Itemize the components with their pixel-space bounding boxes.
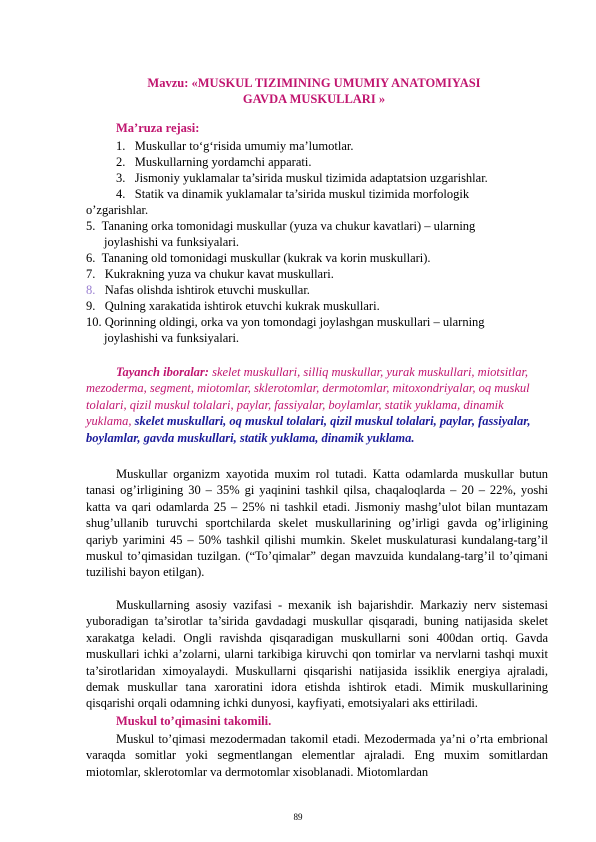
plan-item-text: Nafas olishda ishtirok etuvchi muskullar. <box>104 283 310 297</box>
plan-item-6 <box>86 250 431 266</box>
plan-item-4 <box>116 186 469 202</box>
page-number: 89 <box>293 812 303 822</box>
plan-item-text: o’zgarishlar. <box>86 203 149 217</box>
lecture-title-line-1: Mavzu: «MUSKUL TIZIMINING UMUMIY ANATOMIYASI <box>147 76 481 90</box>
plan-item-text: Jismoniy yuklamalar ta’sirida muskul tizimida adaptatsion uzgarishlar. <box>134 171 488 185</box>
section-subheading: Muskul to’qimasini takomili. <box>116 714 272 728</box>
plan-item-10 <box>86 314 485 330</box>
paragraph-2: Muskullarning asosiy vazifasi - mexanik ish bajarishdir. Markaziy nerv sistemasi yuboradigan ta’sirotlar ta’sirida gavdadagi muskullar qisqaradi, buning natijasida skelet xarakatga keladi. Ongli ravishda qisqaradigan muskullarni soni 400dan ortiq. Gavda muskullari ichki a’zolarni, ularni tarkibiga kiruvchi qon tomirlar va nervlarni tashqi muxit ta’sirotlaridan ximoyalaydi. Muskullarni qisqarishi natijasida issiklik energiya ajraladi, demak muskullar tana xaroratini idora etishda ishtirok etadi. Mimik muskullarining qisqarishi orqali odamning ichki dunyosi, kayfiyati, emotsiyalari aks ettiriladi. <box>86 598 548 711</box>
plan-item-number: 6. <box>86 251 96 265</box>
plan-item-2 <box>116 154 311 170</box>
plan-item-7 <box>86 266 334 282</box>
plan-heading: Ma’ruza rejasi: <box>116 121 200 135</box>
plan-item-text: Qorinning oldingi, orka va yon tomondagi joylashgan muskullari – ularning <box>104 315 485 329</box>
plan-item-10-continued <box>104 330 239 346</box>
plan-item-8 <box>86 282 310 298</box>
plan-item-9 <box>86 298 380 314</box>
plan-item-number: 2. <box>116 155 126 169</box>
keywords-block <box>86 364 548 446</box>
plan-item-number: 1. <box>116 139 126 153</box>
plan-item-number: 8. <box>86 283 96 297</box>
plan-item-number: 4. <box>116 187 126 201</box>
plan-item-4-continued <box>86 202 148 218</box>
lecture-title-line-2: GAVDA MUSKULLARI » <box>242 92 386 106</box>
keywords-highlighted: skelet muskullari, oq muskul tolalari, qizil muskul tolalari, paylar, fassiyalar, boylamlar, gavda muskullari, statik yuklama, dinamik yuklama. <box>86 414 531 445</box>
plan-item-text: Muskullarning yordamchi apparati. <box>134 155 312 169</box>
paragraph-1: Muskullar organizm xayotida muxim rol tutadi. Katta odamlarda muskullar butun tanasi og’irligining 30 – 35% gi yaqinini tashkil qilsa, chaqaloqlarda – 20 – 22%, yoshi katta va qari odamlarda 25 – 25% ni tashkil etadi. Jismoniy mashg’ulot bilan muntazam shug’ullanib turuvchi sportchilarda skelet muskullarining og’irligi gavda og’irligining qariyb yarimini 45 – 50% tashkil qilishi mumkin. Skelet muskulaturasi kundalang-targ’il muskul to’qimasidan tuzilgan. (“To’qimalar” degan mavzuida kundalang-targ’il to’qimani tuzilishi bayon etilgan). <box>86 467 548 580</box>
plan-item-text: Statik va dinamik yuklamalar ta’sirida muskul tizimida morfologik <box>134 187 470 201</box>
paragraph-3: Muskul to’qimasi mezodermadan takomil etadi. Mezodermada ya’ni o’rta embrional varaqda somitlar yoki segmentlangan elementlar ajraladi. Eng muxim somitlardan miotomlar, sklerotomlar va dermotomlar xisoblanadi. Miotomlardan <box>86 732 548 779</box>
keywords-list: skelet muskullari, silliq muskullar, yurak muskullari, miotsitlar, mezoderma, segment, miotomlar, sklerotomlar, dermotomlar, mitoxondriyalar, oq muskul tolalari, qizil muskul tolalari, paylar, fassiyalar, boylamlar, statik yuklama, dinamik yuklama, <box>86 365 530 429</box>
plan-item-3 <box>116 170 488 186</box>
plan-item-text: joylashishi va funksiyalari. <box>104 331 240 345</box>
plan-item-text: Muskullar to‘g‘risida umumiy ma’lumotlar. <box>134 139 354 153</box>
plan-item-number: 9. <box>86 299 96 313</box>
plan-item-text: Tananing orka tomonidagi muskullar (yuza va chukur kavatlari) – ularning <box>101 219 476 233</box>
plan-item-number: 3. <box>116 171 126 185</box>
plan-item-1 <box>116 138 353 154</box>
plan-item-5 <box>86 218 475 234</box>
plan-item-number: 5. <box>86 219 96 233</box>
plan-item-number: 7. <box>86 267 96 281</box>
plan-item-text: Qulning xarakatida ishtirok etuvchi kukrak muskullari. <box>104 299 380 313</box>
plan-item-5-continued <box>104 234 239 250</box>
plan-item-text: Kukrakning yuza va chukur kavat muskullari. <box>104 267 334 281</box>
plan-item-text: Tananing old tomonidagi muskullar (kukrak va korin muskullari). <box>101 251 431 265</box>
plan-item-text: joylashishi va funksiyalari. <box>104 235 240 249</box>
plan-item-number: 10. <box>86 315 102 329</box>
keywords-label: Tayanch iboralar: <box>116 365 209 379</box>
